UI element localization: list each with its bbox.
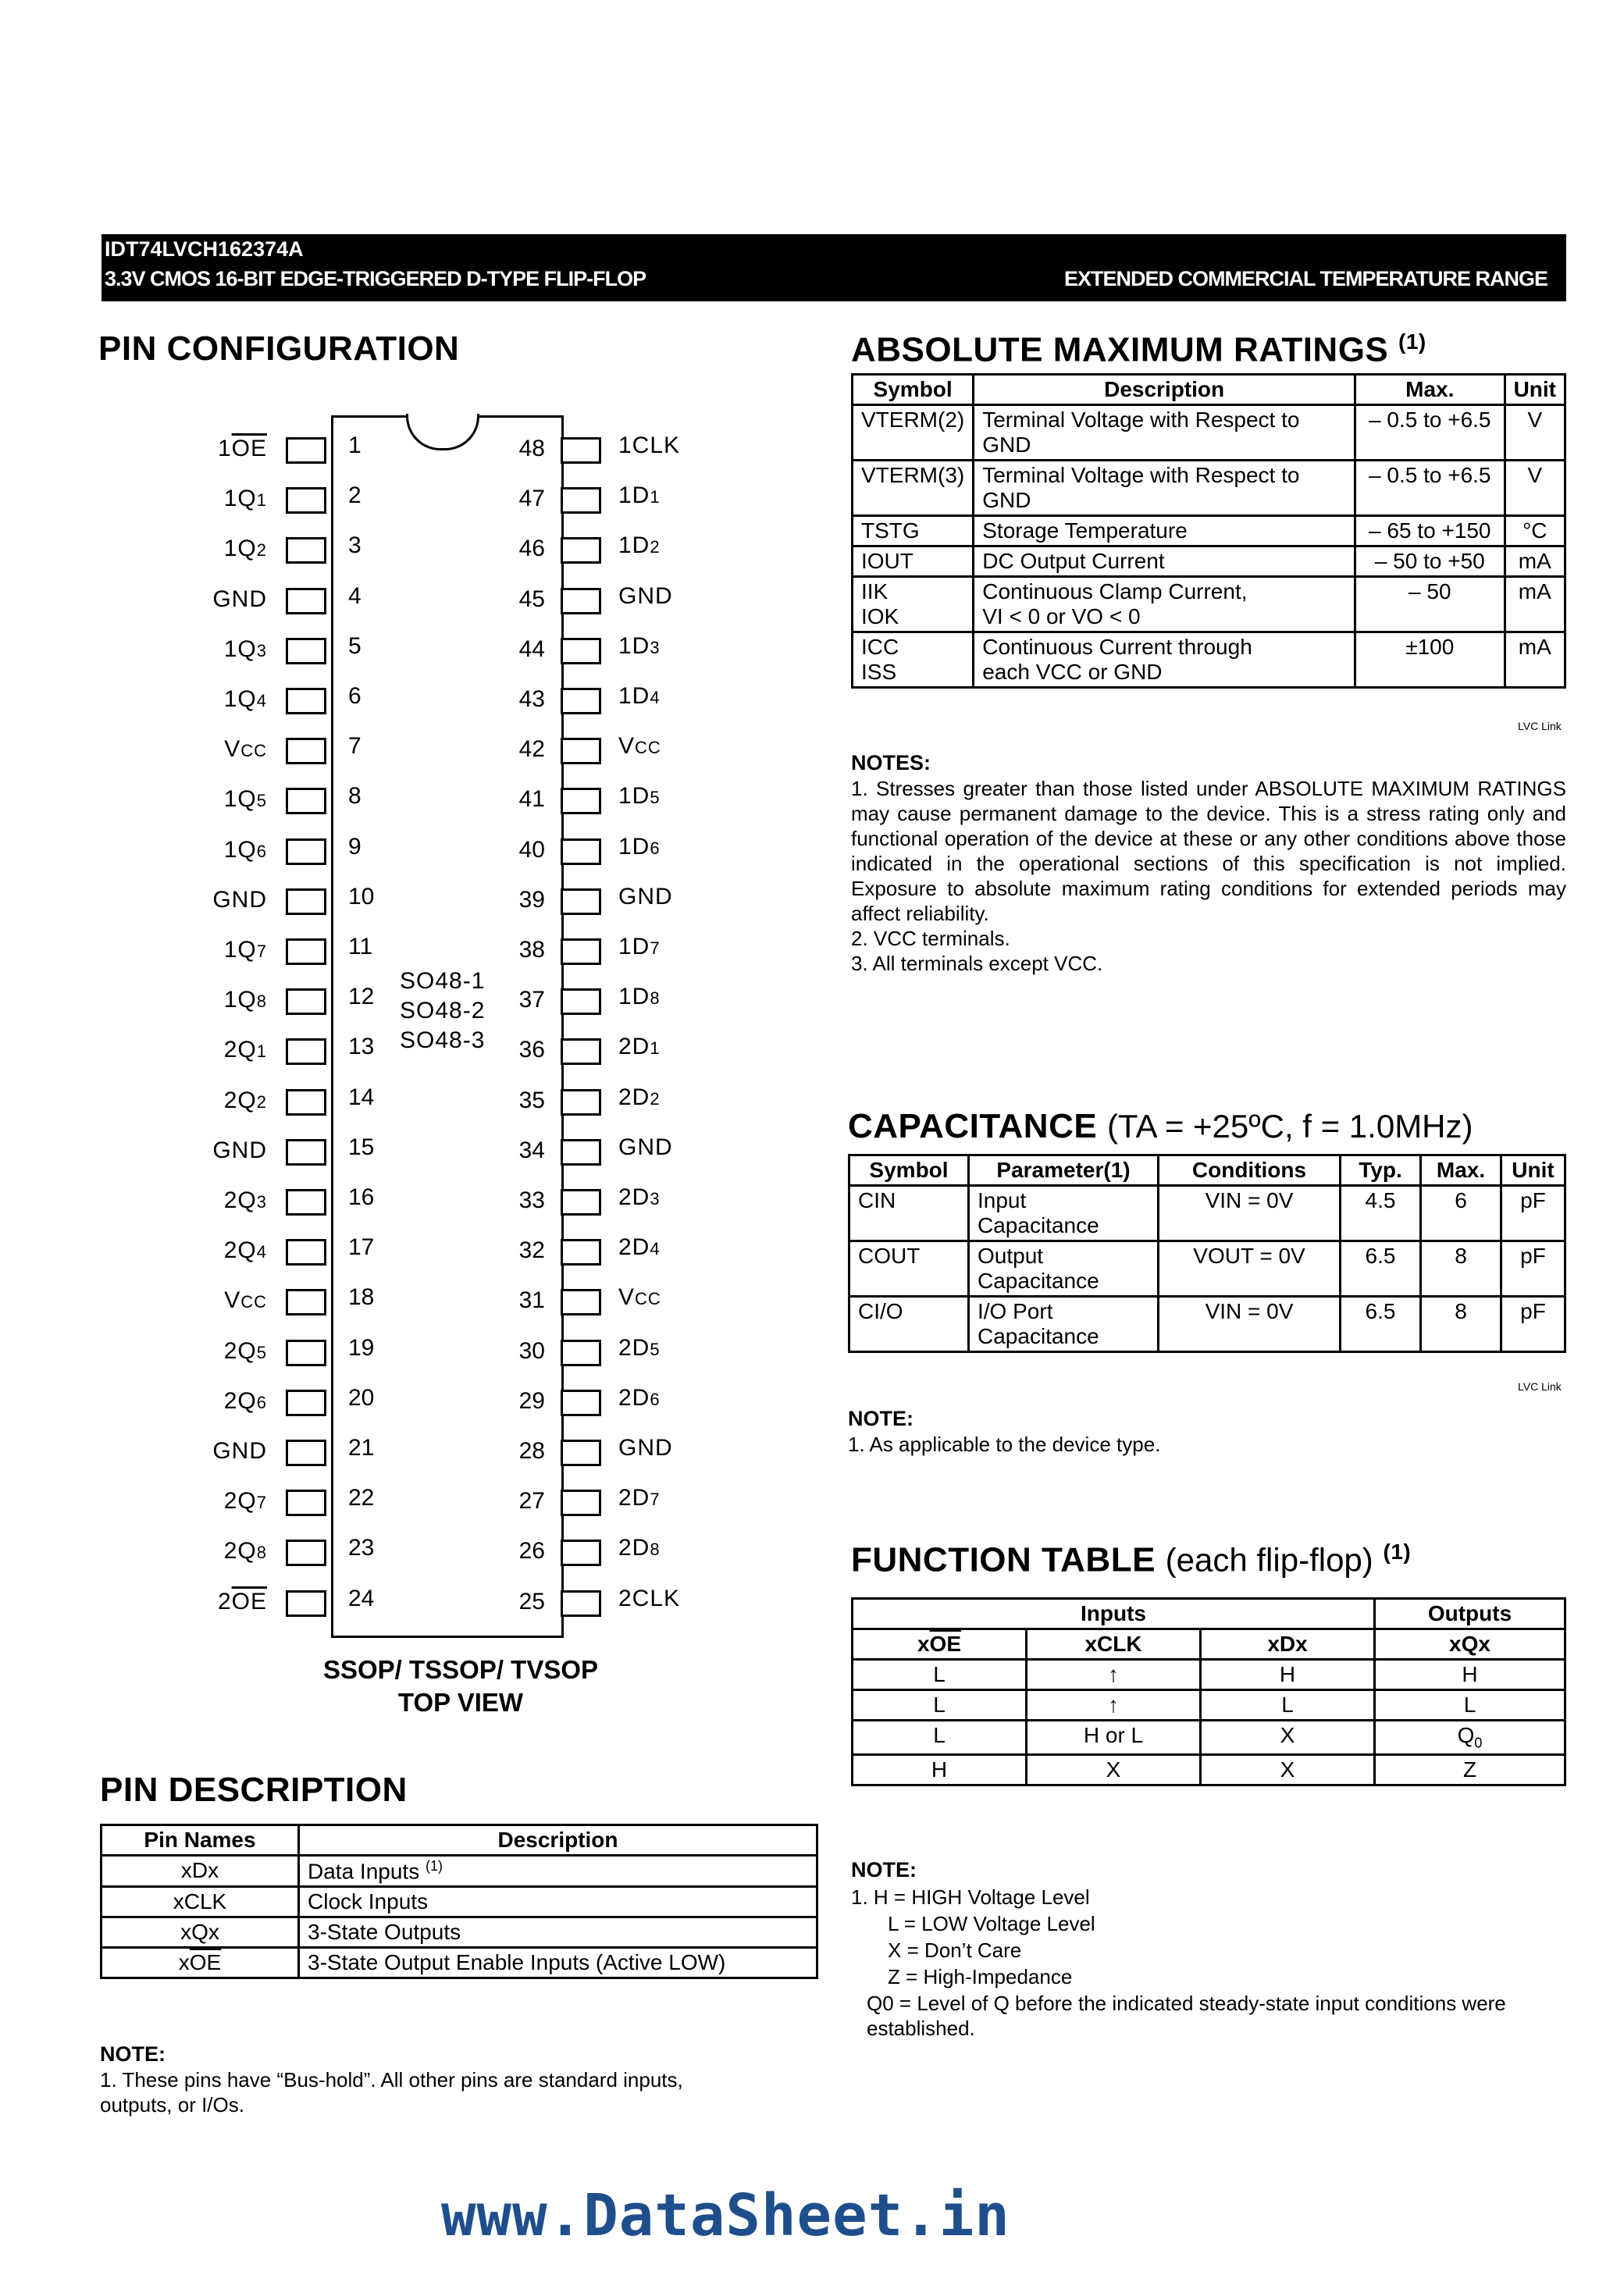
pin-label: 2CLK bbox=[618, 1585, 681, 1611]
pin-pad bbox=[286, 588, 326, 614]
description-cell: DC Output Current bbox=[974, 546, 1355, 577]
pin-label: 2D8 bbox=[618, 1535, 661, 1561]
max-cell: – 0.5 to +6.5 bbox=[1355, 461, 1505, 516]
table-row bbox=[853, 1690, 1565, 1721]
pin-pad bbox=[286, 1340, 326, 1366]
function-cell: L bbox=[853, 1721, 1027, 1755]
col-header: Typ. bbox=[1341, 1155, 1421, 1186]
function-note-title: NOTE: bbox=[851, 1858, 917, 1881]
pin-number: 25 bbox=[518, 1588, 545, 1614]
pin-label: 2Q8 bbox=[223, 1538, 267, 1565]
pin-name: xDx bbox=[102, 1856, 299, 1887]
capacitance-note-title: NOTE: bbox=[848, 1407, 914, 1430]
pin-pad bbox=[286, 1540, 326, 1566]
pin-label: 2Q1 bbox=[223, 1037, 267, 1063]
pin-number: 38 bbox=[518, 937, 545, 963]
group-header-inputs: Inputs bbox=[853, 1599, 1375, 1629]
pin-number: 1 bbox=[348, 433, 361, 458]
pin-number: 31 bbox=[518, 1287, 545, 1314]
table-row bbox=[853, 577, 1565, 632]
pin-label: 2Q2 bbox=[223, 1087, 267, 1113]
pin-label: VCC bbox=[224, 1287, 267, 1314]
pin-number: 21 bbox=[348, 1435, 375, 1461]
pin-pad bbox=[286, 1239, 326, 1266]
table-row bbox=[849, 1241, 1565, 1297]
typ-cell: 6.5 bbox=[1341, 1241, 1421, 1297]
pin-pad bbox=[286, 1440, 326, 1466]
pin-desc: Data Inputs $^{(1)}$ bbox=[299, 1856, 817, 1887]
lvc-link-tag: LVC Link bbox=[1518, 720, 1562, 732]
pin-label: VCC bbox=[224, 736, 267, 763]
pin-number: 24 bbox=[348, 1585, 375, 1611]
abs-max-note: 2. VCC terminals. bbox=[851, 927, 1010, 950]
table-row bbox=[102, 1856, 817, 1887]
pin-config-title: PIN CONFIGURATION bbox=[98, 329, 460, 368]
col-header: Unit bbox=[1501, 1155, 1565, 1186]
pin-label: 2D7 bbox=[618, 1485, 661, 1511]
unit-cell: V bbox=[1505, 405, 1565, 461]
pin-number: 3 bbox=[348, 532, 361, 559]
pin-number: 42 bbox=[518, 736, 545, 763]
pin-pad bbox=[561, 1038, 601, 1065]
pin-name: xCLK bbox=[102, 1887, 299, 1917]
pin-pad bbox=[286, 487, 326, 514]
pin-pad bbox=[561, 1289, 601, 1315]
pin-label: 2D3 bbox=[618, 1184, 661, 1210]
pin-pad bbox=[286, 437, 326, 464]
pin-number: 30 bbox=[518, 1337, 545, 1364]
pin-label: 1Q7 bbox=[223, 937, 267, 963]
pin-label: 1Q8 bbox=[223, 987, 267, 1013]
table-row bbox=[102, 1887, 817, 1917]
pin-label: 1CLK bbox=[618, 433, 681, 458]
pin-number: 35 bbox=[518, 1087, 545, 1113]
pin-pad bbox=[561, 938, 601, 965]
pin-number: 15 bbox=[348, 1134, 375, 1160]
parameter-cell: Output Capacitance bbox=[969, 1241, 1159, 1297]
pin-pad bbox=[561, 788, 601, 814]
pin-number: 20 bbox=[348, 1384, 375, 1411]
function-cell: X bbox=[1201, 1721, 1375, 1755]
function-cell: X bbox=[1201, 1754, 1375, 1785]
pin-number: 2 bbox=[348, 482, 361, 509]
col-header: Symbol bbox=[849, 1155, 969, 1186]
col-header: xCLK bbox=[1027, 1629, 1201, 1660]
pin-pad bbox=[561, 888, 601, 915]
pin-pad bbox=[286, 988, 326, 1015]
pin-number: 28 bbox=[518, 1438, 545, 1464]
pin-pad bbox=[561, 1340, 601, 1366]
pin-number: 33 bbox=[518, 1187, 545, 1213]
function-table bbox=[851, 1597, 1566, 1786]
pin-number: 9 bbox=[348, 833, 361, 860]
col-header: Pin Names bbox=[102, 1825, 299, 1856]
watermark: www.DataSheet.in bbox=[441, 2182, 1010, 2249]
pin-label: 1D5 bbox=[618, 783, 661, 810]
pin-number: 40 bbox=[518, 836, 545, 863]
pin-pad bbox=[286, 788, 326, 814]
pin-number: 7 bbox=[348, 733, 361, 760]
pin-number: 43 bbox=[518, 686, 545, 712]
symbol-cell: VTERM(3) bbox=[853, 461, 974, 516]
pin-pad bbox=[286, 1089, 326, 1116]
col-header: Unit bbox=[1505, 375, 1565, 405]
pin-pad bbox=[286, 888, 326, 915]
pin-label: GND bbox=[212, 586, 267, 612]
col-header: Description bbox=[299, 1825, 817, 1856]
pin-number: 37 bbox=[518, 987, 545, 1013]
pin-label: GND bbox=[212, 1438, 267, 1464]
pin-label: $2\overline{OE}$ bbox=[217, 1588, 267, 1614]
group-header-outputs: Outputs bbox=[1375, 1599, 1565, 1629]
function-cell: ↑ bbox=[1027, 1690, 1201, 1721]
col-header: Symbol bbox=[853, 375, 974, 405]
table-row bbox=[853, 1721, 1565, 1755]
capacitance-table bbox=[848, 1154, 1566, 1353]
abs-max-title: ABSOLUTE MAXIMUM RATINGS $^{(1)}$ bbox=[851, 329, 1426, 369]
pin-pad bbox=[561, 588, 601, 614]
max-cell: – 50 bbox=[1355, 577, 1505, 632]
pin-pad bbox=[286, 1390, 326, 1416]
pin-pad bbox=[286, 938, 326, 965]
col-header: xDx bbox=[1201, 1629, 1375, 1660]
pin-diagram-view: TOP VIEW bbox=[397, 1688, 524, 1717]
description-cell: Storage Temperature bbox=[974, 516, 1355, 546]
max-cell: 6 bbox=[1421, 1186, 1501, 1241]
pin-description-table bbox=[100, 1824, 818, 1979]
pin-number: 13 bbox=[348, 1034, 375, 1060]
description-cell: Terminal Voltage with Respect to GND bbox=[974, 461, 1355, 516]
pin-pad bbox=[286, 1289, 326, 1315]
pin-label: 1Q4 bbox=[223, 686, 267, 712]
function-cell: X bbox=[1027, 1754, 1201, 1785]
pin-number: 11 bbox=[348, 934, 373, 959]
unit-cell: pF bbox=[1501, 1186, 1565, 1241]
pin-label: 2D1 bbox=[618, 1034, 661, 1060]
max-cell: – 65 to +150 bbox=[1355, 516, 1505, 546]
symbol-cell: COUT bbox=[849, 1241, 969, 1297]
parameter-cell: Input Capacitance bbox=[969, 1186, 1159, 1241]
pin-pad bbox=[561, 1540, 601, 1566]
pin-pad bbox=[561, 688, 601, 714]
pin-number: 12 bbox=[348, 984, 375, 1010]
pin-desc: 3-State Output Enable Inputs (Active LOW) bbox=[299, 1948, 817, 1978]
unit-cell: mA bbox=[1505, 632, 1565, 688]
table-row bbox=[853, 546, 1565, 577]
pin-pad bbox=[561, 838, 601, 865]
pin-number: 16 bbox=[348, 1184, 375, 1210]
function-cell: H or L bbox=[1027, 1721, 1201, 1755]
pin-pad bbox=[561, 1390, 601, 1416]
symbol-cell: TSTG bbox=[853, 516, 974, 546]
pin-label: 1D2 bbox=[618, 532, 661, 559]
pin-label: 2Q5 bbox=[223, 1337, 267, 1364]
pin-number: 10 bbox=[348, 883, 375, 910]
pin-diagram-caption: SSOP/ TSSOP/ TVSOP bbox=[322, 1655, 599, 1684]
capacitance-note: 1. As applicable to the device type. bbox=[848, 1433, 1161, 1456]
pin-pad bbox=[561, 437, 601, 464]
pin-number: 5 bbox=[348, 632, 361, 659]
function-cell: Z bbox=[1375, 1754, 1565, 1785]
col-header: Max. bbox=[1355, 375, 1505, 405]
pin-pad bbox=[561, 1089, 601, 1116]
pin-number: 44 bbox=[518, 635, 545, 662]
pin-number: 29 bbox=[518, 1387, 545, 1414]
abs-max-note: 3. All terminals except VCC. bbox=[851, 952, 1103, 975]
typ-cell: 6.5 bbox=[1341, 1297, 1421, 1352]
unit-cell: pF bbox=[1501, 1241, 1565, 1297]
pin-label: VCC bbox=[618, 1284, 661, 1311]
part-number: IDT74LVCH162374A bbox=[105, 237, 304, 261]
pin-label: $1\overline{OE}$ bbox=[217, 436, 267, 461]
function-note: L = LOW Voltage Level bbox=[888, 1912, 1095, 1935]
col-header: Description bbox=[974, 375, 1355, 405]
symbol-cell: IOUT bbox=[853, 546, 974, 577]
function-cell: H bbox=[853, 1754, 1027, 1785]
pin-number: 36 bbox=[518, 1037, 545, 1063]
symbol-cell: IIK IOK bbox=[853, 577, 974, 632]
table-row bbox=[853, 461, 1565, 516]
pin-desc: Clock Inputs bbox=[299, 1887, 817, 1917]
pin-label: 1D1 bbox=[618, 482, 661, 509]
unit-cell: mA bbox=[1505, 577, 1565, 632]
col-header: xQx bbox=[1375, 1629, 1565, 1660]
temperature-range: EXTENDED COMMERCIAL TEMPERATURE RANGE bbox=[1063, 267, 1547, 290]
unit-cell: pF bbox=[1501, 1297, 1565, 1352]
pin-label: GND bbox=[618, 582, 673, 609]
table-row bbox=[102, 1917, 817, 1948]
table-row bbox=[853, 1660, 1565, 1690]
col-header: Conditions bbox=[1159, 1155, 1341, 1186]
pin-label: 2Q3 bbox=[223, 1187, 267, 1213]
description-cell: Continuous Current through each VCC or GND bbox=[974, 632, 1355, 688]
pin-name: $x\overline{OE}$ bbox=[102, 1948, 299, 1978]
pin-label: 2D6 bbox=[618, 1384, 661, 1411]
pin-label: 2D2 bbox=[618, 1084, 661, 1110]
part-subtitle: 3.3V CMOS 16-BIT EDGE-TRIGGERED D-TYPE FLIP-FLOP bbox=[105, 267, 646, 290]
pin-label: 2D5 bbox=[618, 1334, 661, 1361]
max-cell: 8 bbox=[1421, 1241, 1501, 1297]
max-cell: 8 bbox=[1421, 1297, 1501, 1352]
pin-number: 34 bbox=[518, 1137, 545, 1163]
pin-pad bbox=[286, 638, 326, 664]
max-cell: – 0.5 to +6.5 bbox=[1355, 405, 1505, 461]
conditions-cell: VIN = 0V bbox=[1159, 1297, 1341, 1352]
pin-number: 46 bbox=[518, 536, 545, 562]
pin-label: 1Q5 bbox=[223, 786, 267, 813]
abs-max-notes-title: NOTES: bbox=[851, 751, 931, 774]
conditions-cell: VIN = 0V bbox=[1159, 1186, 1341, 1241]
table-row bbox=[849, 1297, 1565, 1352]
function-note: X = Don’t Care bbox=[888, 1938, 1022, 1962]
max-cell: ±100 bbox=[1355, 632, 1505, 688]
pin-label: GND bbox=[618, 1134, 673, 1160]
pin-pad bbox=[561, 1239, 601, 1266]
pin-label: GND bbox=[212, 886, 267, 913]
function-cell: H bbox=[1375, 1660, 1565, 1690]
package-label: SO48-1 bbox=[400, 968, 486, 994]
pin-pad bbox=[561, 1189, 601, 1216]
function-cell: L bbox=[853, 1660, 1027, 1690]
pin-number: 26 bbox=[518, 1538, 545, 1565]
col-header: Max. bbox=[1421, 1155, 1501, 1186]
function-cell: L bbox=[1201, 1690, 1375, 1721]
pin-number: 27 bbox=[518, 1488, 545, 1515]
pin-label: 1Q2 bbox=[223, 536, 267, 562]
pin-label: 1D6 bbox=[618, 833, 661, 860]
pin-label: 1D3 bbox=[618, 632, 661, 659]
pin-pad bbox=[286, 838, 326, 865]
function-table-title: FUNCTION TABLE (each flip-flop) $^{(1)}$ bbox=[851, 1540, 1412, 1579]
pin-number: 8 bbox=[348, 783, 361, 810]
pin-pad bbox=[286, 688, 326, 714]
pin-pad bbox=[561, 638, 601, 664]
pin-number: 22 bbox=[348, 1485, 375, 1511]
col-header: $x\overline{OE}$ bbox=[853, 1629, 1027, 1660]
pin-pad bbox=[561, 1590, 601, 1617]
function-note: 1. H = HIGH Voltage Level bbox=[851, 1885, 1090, 1909]
table-row bbox=[853, 632, 1565, 688]
unit-cell: V bbox=[1505, 461, 1565, 516]
pin-label: GND bbox=[618, 1435, 673, 1461]
pin-pad bbox=[286, 537, 326, 564]
symbol-cell: CI/O bbox=[849, 1297, 969, 1352]
pin-label: 1D8 bbox=[618, 984, 661, 1010]
table-row bbox=[853, 405, 1565, 461]
function-note: Z = High-Impedance bbox=[888, 1965, 1073, 1988]
symbol-cell: ICC ISS bbox=[853, 632, 974, 688]
pin-label: 2Q7 bbox=[223, 1488, 267, 1515]
pin-pad bbox=[286, 1490, 326, 1516]
table-row bbox=[102, 1948, 817, 1978]
pin-description-title: PIN DESCRIPTION bbox=[100, 1771, 408, 1809]
pin-number: 48 bbox=[518, 436, 545, 461]
function-cell: H bbox=[1201, 1660, 1375, 1690]
table-row bbox=[849, 1186, 1565, 1241]
pin-number: 17 bbox=[348, 1234, 375, 1261]
pin-number: 6 bbox=[348, 683, 361, 709]
pin-label: 2Q4 bbox=[223, 1237, 267, 1264]
abs-max-table bbox=[851, 373, 1566, 689]
pin-pad bbox=[561, 537, 601, 564]
unit-cell: mA bbox=[1505, 546, 1565, 577]
pin-pad bbox=[286, 738, 326, 764]
conditions-cell: VOUT = 0V bbox=[1159, 1241, 1341, 1297]
parameter-cell: I/O Port Capacitance bbox=[969, 1297, 1159, 1352]
unit-cell: °C bbox=[1505, 516, 1565, 546]
symbol-cell: CIN bbox=[849, 1186, 969, 1241]
pin-pad bbox=[286, 1590, 326, 1617]
description-cell: Terminal Voltage with Respect to GND bbox=[974, 405, 1355, 461]
pin-pad bbox=[561, 1490, 601, 1516]
pin-label: 1Q6 bbox=[223, 836, 267, 863]
abs-max-note: 1. Stresses greater than those listed under ABSOLUTE MAXIMUM RATINGS may cause permanent damage to the device. This is a stress rating only and functional operation of the device at these or any other conditions above those indicated in the operational sections of this specification is not implied. Exposure to absolute maximum rating conditions for extended periods may affect reliability. bbox=[851, 777, 1566, 925]
pin-label: 1D4 bbox=[618, 683, 661, 709]
pin-label: 1Q3 bbox=[223, 635, 267, 662]
pin-pad bbox=[286, 1139, 326, 1166]
capacitance-title: CAPACITANCE (TA = +25ºC, f = 1.0MHz) bbox=[848, 1107, 1473, 1145]
pin-desc: 3-State Outputs bbox=[299, 1917, 817, 1948]
pin-desc-note-title: NOTE: bbox=[100, 2042, 166, 2066]
package-label: SO48-2 bbox=[400, 998, 486, 1024]
pin-number: 39 bbox=[518, 886, 545, 913]
function-note: Q0 = Level of Q before the indicated steady-state input conditions were established. bbox=[867, 1992, 1506, 2040]
pin-number: 45 bbox=[518, 586, 545, 612]
pin-number: 19 bbox=[348, 1334, 375, 1361]
pin-label: VCC bbox=[618, 733, 661, 760]
table-row bbox=[853, 1754, 1565, 1785]
symbol-cell: VTERM(2) bbox=[853, 405, 974, 461]
pin-pad bbox=[561, 988, 601, 1015]
pin-number: 23 bbox=[348, 1535, 375, 1561]
pin-number: 18 bbox=[348, 1284, 375, 1311]
pin-label: GND bbox=[212, 1137, 267, 1163]
pin-pad bbox=[561, 1139, 601, 1166]
pin-pad bbox=[561, 738, 601, 764]
table-row bbox=[853, 516, 1565, 546]
pin-pad bbox=[561, 1440, 601, 1466]
function-cell: L bbox=[853, 1690, 1027, 1721]
pin-desc-note: 1. These pins have “Bus-hold”. All other pins are standard inputs, outputs, or I/Os. bbox=[100, 2068, 683, 2116]
pin-label: 1Q1 bbox=[223, 486, 267, 512]
pin-label: 2D4 bbox=[618, 1234, 661, 1261]
pin-pad bbox=[286, 1038, 326, 1065]
header-bar bbox=[102, 234, 1566, 301]
col-header: Parameter(1) bbox=[969, 1155, 1159, 1186]
function-cell: L bbox=[1375, 1690, 1565, 1721]
pin-label: 1D7 bbox=[618, 934, 661, 959]
function-cell: $Q_0$ bbox=[1375, 1721, 1565, 1755]
pin-number: 41 bbox=[518, 786, 545, 813]
pin-pad bbox=[286, 1189, 326, 1216]
pin-label: GND bbox=[618, 883, 673, 910]
function-cell: ↑ bbox=[1027, 1660, 1201, 1690]
typ-cell: 4.5 bbox=[1341, 1186, 1421, 1241]
pin-number: 32 bbox=[518, 1237, 545, 1264]
pin-number: 47 bbox=[518, 486, 545, 512]
pin-pad bbox=[561, 487, 601, 514]
max-cell: – 50 to +50 bbox=[1355, 546, 1505, 577]
description-cell: Continuous Clamp Current, VI < 0 or VO < 0 bbox=[974, 577, 1355, 632]
package-label: SO48-3 bbox=[400, 1027, 486, 1053]
pin-name: xQx bbox=[102, 1917, 299, 1948]
lvc-link-tag: LVC Link bbox=[1518, 1380, 1562, 1393]
pin-label: 2Q6 bbox=[223, 1387, 267, 1414]
pin-number: 14 bbox=[348, 1084, 375, 1110]
pin-number: 4 bbox=[348, 582, 361, 609]
